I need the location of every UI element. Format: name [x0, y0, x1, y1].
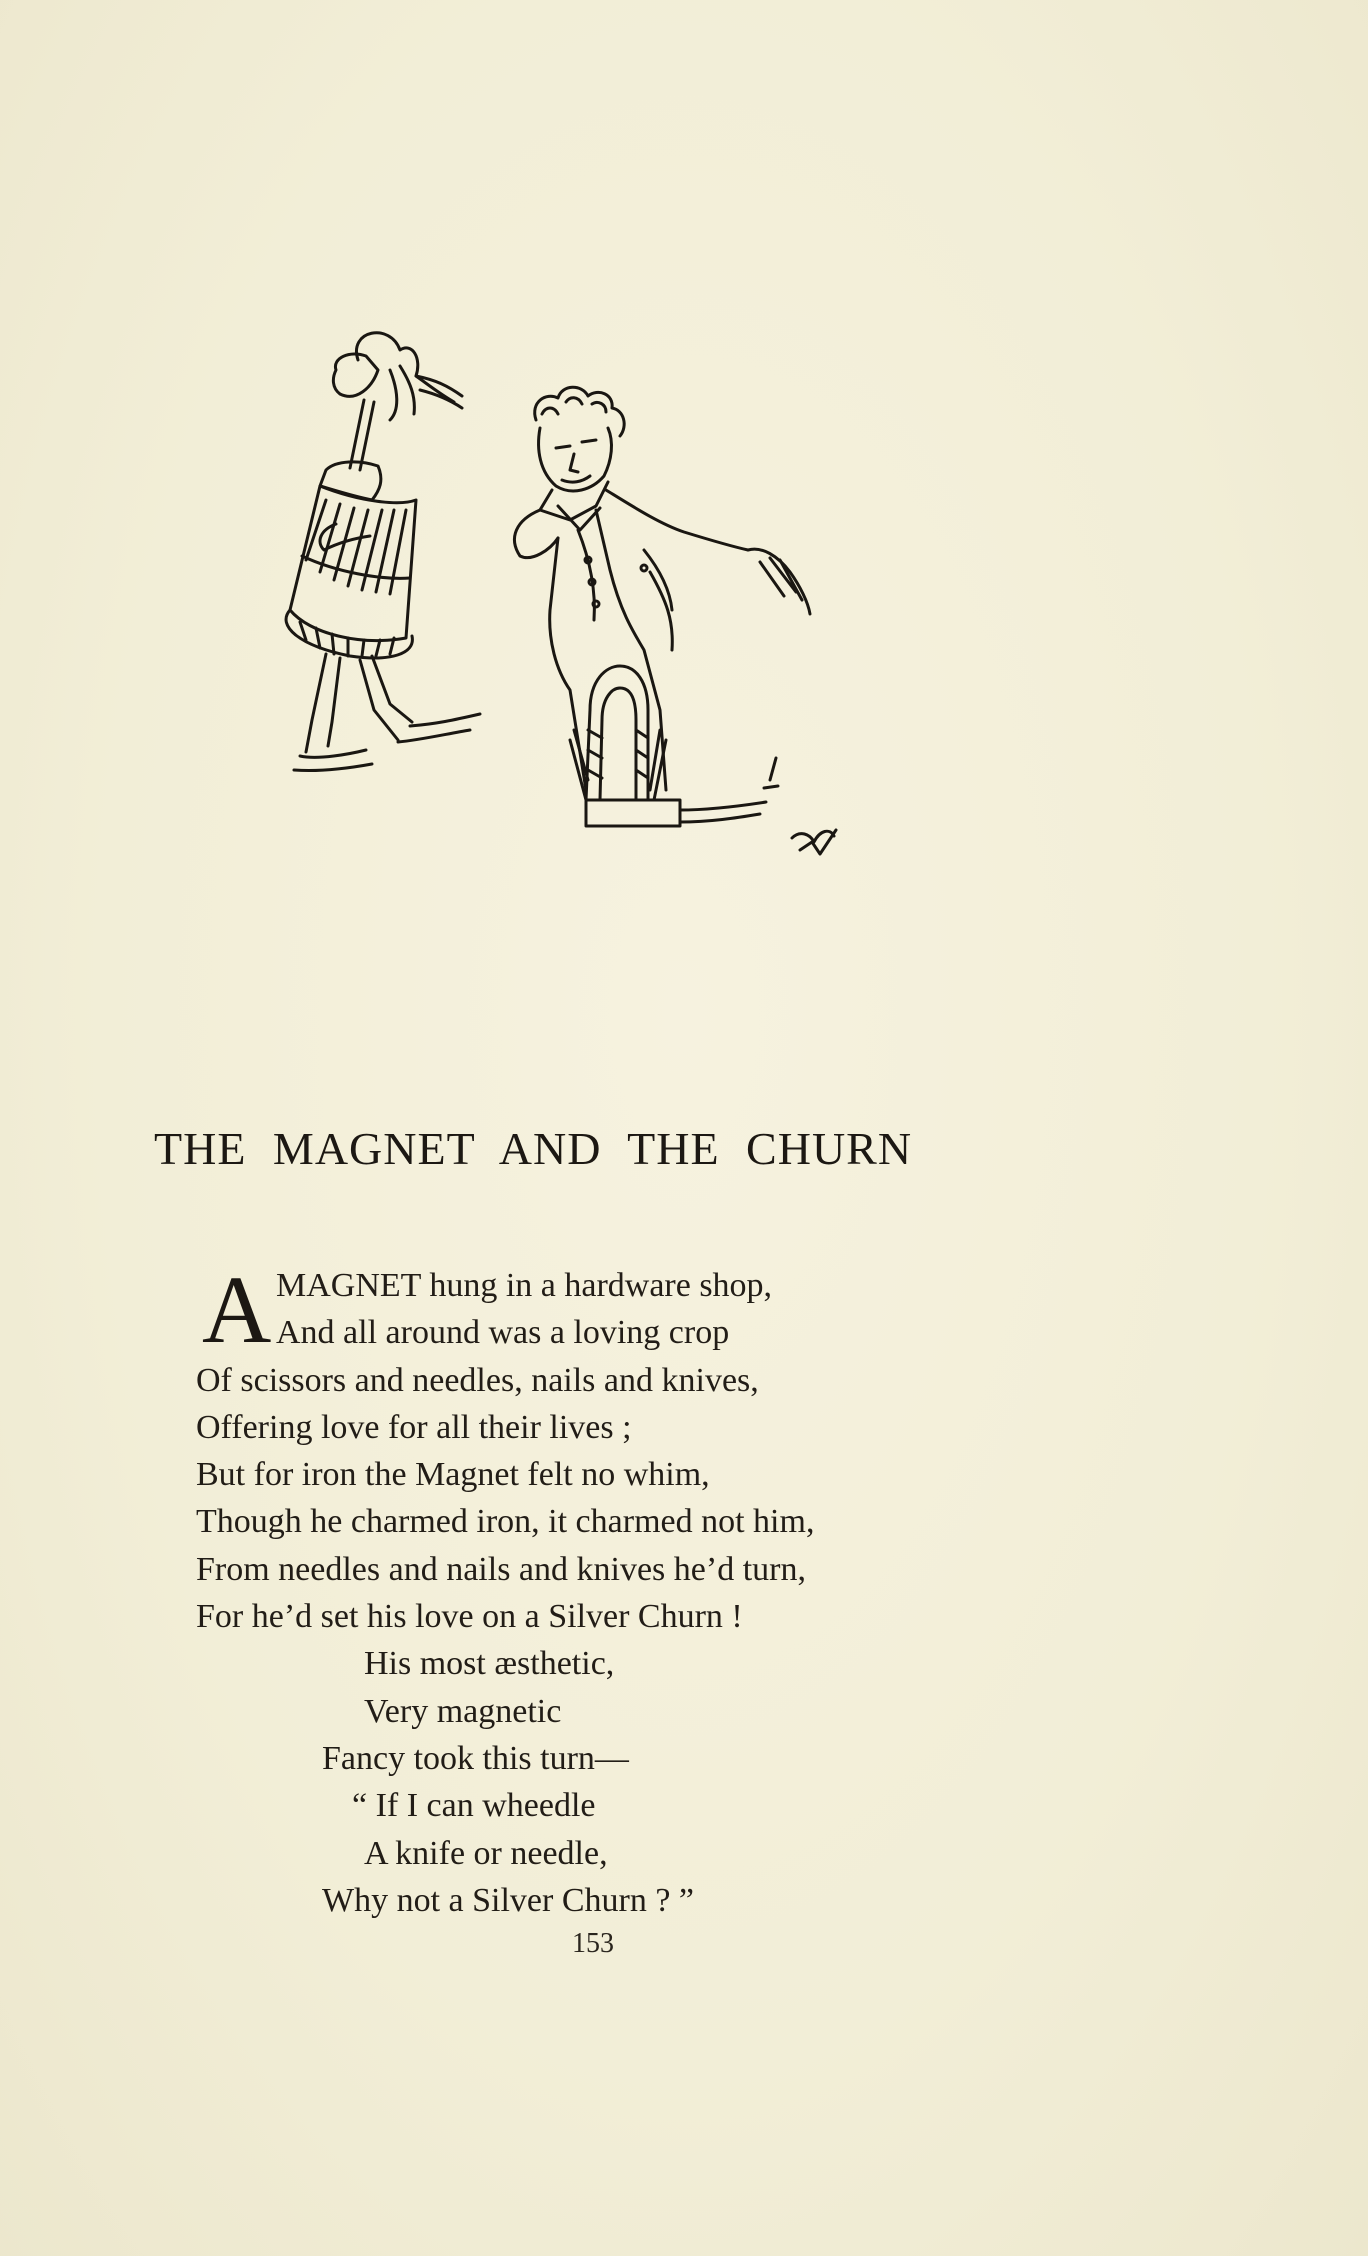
poem-line: Very magnetic: [364, 1692, 562, 1730]
poem-line: But for iron the Magnet felt no whim,: [196, 1456, 710, 1494]
churn-and-magnet-illustration: [240, 310, 940, 950]
page-number: 153: [572, 1928, 614, 1959]
poem-line: For he’d set his love on a Silver Churn !: [196, 1598, 743, 1636]
poem-line: Why not a Silver Churn ? ”: [322, 1881, 695, 1919]
poem-line: From needles and nails and knives he’d turn,: [196, 1550, 806, 1588]
poem-line: His most æsthetic,: [364, 1645, 615, 1683]
poem-line: Though he charmed iron, it charmed not him,: [196, 1503, 815, 1541]
poem-line: Offering love for all their lives ;: [196, 1408, 632, 1446]
churn-figure: [286, 333, 480, 771]
poem-line: MAGNET hung in a hardware shop,: [276, 1267, 773, 1304]
poem-line: And all around was a loving crop: [276, 1314, 730, 1352]
magnet-figure: [514, 387, 836, 854]
poem-title: THE MAGNET AND THE CHURN: [154, 1123, 913, 1174]
poem-line: Of scissors and needles, nails and knives,: [196, 1361, 759, 1399]
poem-line: Fancy took this turn—: [322, 1739, 629, 1777]
poem-text: [196, 1256, 815, 1924]
poem-line: A knife or needle,: [364, 1834, 608, 1872]
drop-cap: A: [202, 1256, 272, 1363]
poem-line: “ If I can wheedle: [352, 1787, 596, 1825]
